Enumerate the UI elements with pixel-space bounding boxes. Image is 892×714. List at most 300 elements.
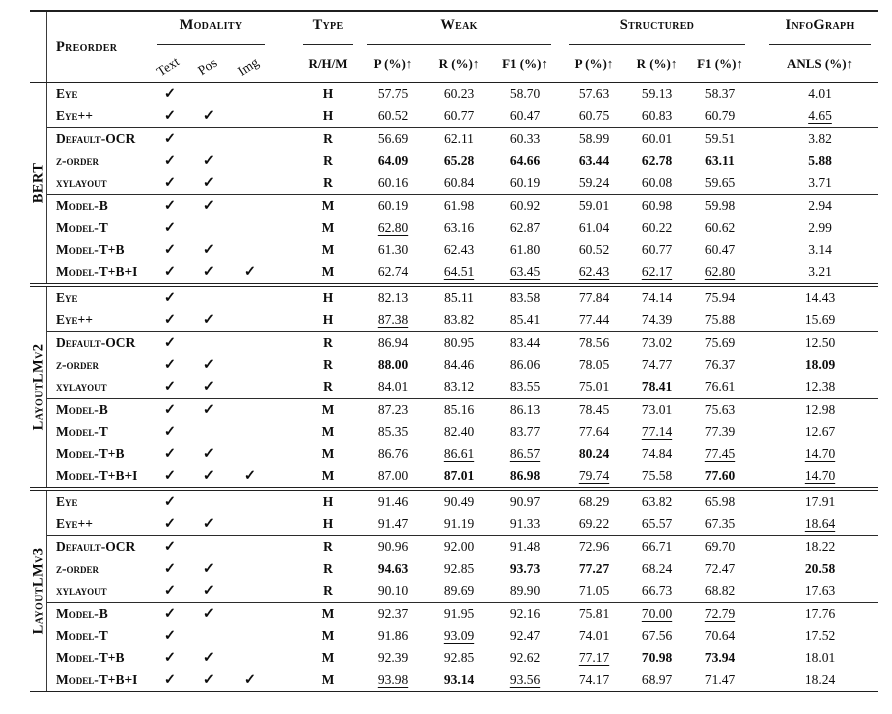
- metric-value: 17.52: [804, 628, 836, 643]
- weak-r-header: R (%)↑: [438, 56, 480, 71]
- modality-text-cell: [150, 536, 190, 558]
- model-section: [30, 491, 878, 691]
- weak-p-cell: [360, 217, 426, 239]
- modality-text-cell: [150, 128, 190, 150]
- weak-p-cell: [360, 421, 426, 443]
- structured-f1-cell: [688, 376, 752, 398]
- metric-value: 89.90: [509, 583, 541, 598]
- check-icon: ✓: [202, 198, 216, 214]
- check-icon: ✓: [163, 335, 177, 351]
- anls-cell: [762, 195, 878, 217]
- structured-f1-cell: [688, 669, 752, 691]
- table-row: [47, 443, 878, 465]
- weak-p-cell: [360, 603, 426, 625]
- weak-p-cell: [360, 172, 426, 194]
- table-row: [47, 669, 878, 691]
- header-group-row: [150, 12, 878, 45]
- metric-value: 87.01: [443, 468, 475, 483]
- metric-value: 89.69: [443, 583, 475, 598]
- metric-value: 80.95: [443, 335, 475, 350]
- check-icon: ✓: [163, 516, 177, 532]
- structured-r-cell: [626, 172, 688, 194]
- metric-value: 60.77: [443, 108, 475, 123]
- modality-text-cell: [150, 465, 190, 487]
- metric-value: 62.11: [444, 131, 474, 146]
- metric-value: 85.16: [443, 402, 475, 417]
- structured-r-cell: [626, 421, 688, 443]
- type-label: Type: [312, 17, 344, 33]
- metric-value: 80.24: [578, 446, 610, 461]
- check-icon: ✓: [163, 242, 177, 258]
- metric-value: 70.98: [641, 650, 673, 665]
- type-cell: [296, 83, 360, 105]
- weak-p-cell: [360, 309, 426, 331]
- anls-cell: [762, 399, 878, 421]
- metric-value: 60.19: [377, 198, 409, 213]
- metric-value: 65.28: [443, 153, 475, 168]
- structured-f1-cell: [688, 172, 752, 194]
- table-bottom-rule: [30, 691, 878, 692]
- metric-value: 83.82: [443, 312, 475, 327]
- weak-r-cell: [426, 647, 492, 669]
- img-column-header: Img: [234, 53, 262, 79]
- check-icon: ✓: [202, 357, 216, 373]
- weak-p-cell: [360, 465, 426, 487]
- structured-p-cell: [562, 150, 626, 172]
- row-label: Eye++: [56, 312, 93, 327]
- row-label: Default-OCR: [56, 131, 136, 146]
- modality-text-cell: [150, 603, 190, 625]
- weak-r-cell: [426, 558, 492, 580]
- model-section: [30, 287, 878, 487]
- modality-text-cell: [150, 172, 190, 194]
- metric-value: 69.70: [704, 539, 736, 554]
- anls-cell: [762, 83, 878, 105]
- modality-label: Modality: [179, 17, 243, 33]
- structured-r-header: R (%)↑: [636, 56, 678, 71]
- structured-f1-cell: [688, 239, 752, 261]
- weak-r-cell: [426, 150, 492, 172]
- check-icon: ✓: [163, 650, 177, 666]
- weak-r-cell: [426, 261, 492, 283]
- type-cell: [296, 443, 360, 465]
- metric-value: 66.73: [641, 583, 673, 598]
- structured-r-cell: [626, 287, 688, 309]
- modality-pos-cell: [190, 513, 228, 535]
- modality-pos-cell: [190, 399, 228, 421]
- metric-value: 77.39: [704, 424, 736, 439]
- metric-value: 20.58: [804, 561, 836, 576]
- type-value: R: [323, 379, 333, 394]
- type-value: H: [322, 108, 334, 123]
- metric-value: 85.35: [377, 424, 409, 439]
- metric-value: 94.63: [377, 561, 409, 576]
- metric-value: 68.29: [578, 494, 610, 509]
- type-cell: [296, 217, 360, 239]
- metric-value: 63.16: [443, 220, 475, 235]
- anls-cell: [762, 625, 878, 647]
- table-row: [47, 217, 878, 239]
- weak-f1-cell: [492, 83, 558, 105]
- anls-cell: [762, 332, 878, 354]
- metric-value: 60.84: [443, 175, 475, 190]
- metric-value: 62.17: [641, 264, 673, 279]
- structured-f1-cell: [688, 217, 752, 239]
- metric-value: 60.62: [704, 220, 736, 235]
- weak-p-cell: [360, 105, 426, 127]
- check-icon: ✓: [163, 153, 177, 169]
- table-row: [47, 513, 878, 535]
- weak-p-cell: [360, 647, 426, 669]
- table-row: [47, 309, 878, 331]
- weak-p-cell: [360, 354, 426, 376]
- modality-pos-cell: [190, 239, 228, 261]
- metric-value: 84.01: [377, 379, 409, 394]
- type-cell: [296, 399, 360, 421]
- anls-cell: [762, 128, 878, 150]
- metric-value: 18.22: [804, 539, 836, 554]
- structured-f1-cell: [688, 309, 752, 331]
- metric-value: 76.61: [704, 379, 736, 394]
- structured-p-cell: [562, 669, 626, 691]
- type-cell: [296, 536, 360, 558]
- modality-text-cell: [150, 105, 190, 127]
- row-label: z-order: [56, 561, 100, 576]
- weak-r-cell: [426, 128, 492, 150]
- type-value: R: [323, 561, 333, 576]
- metric-value: 77.27: [578, 561, 610, 576]
- weak-p-header: P (%)↑: [373, 56, 413, 71]
- structured-r-cell: [626, 128, 688, 150]
- metric-value: 83.58: [509, 290, 541, 305]
- table-row: [47, 128, 878, 150]
- structured-p-cell: [562, 491, 626, 513]
- metric-value: 93.09: [443, 628, 475, 643]
- structured-f1-header: F1 (%)↑: [697, 56, 743, 71]
- type-value: R: [323, 153, 333, 168]
- anls-column-header: ANLS (%)↑: [786, 56, 854, 71]
- metric-value: 18.24: [804, 672, 836, 687]
- metric-value: 14.70: [804, 446, 836, 461]
- modality-text-cell: [150, 239, 190, 261]
- metric-value: 65.98: [704, 494, 736, 509]
- metric-value: 72.79: [704, 606, 736, 621]
- modality-pos-cell: [190, 172, 228, 194]
- modality-pos-cell: [190, 150, 228, 172]
- model-section: [30, 83, 878, 283]
- weak-r-cell: [426, 513, 492, 535]
- anls-cell: [762, 150, 878, 172]
- structured-p-cell: [562, 261, 626, 283]
- weak-r-cell: [426, 309, 492, 331]
- metric-value: 59.51: [704, 131, 736, 146]
- weak-p-cell: [360, 513, 426, 535]
- structured-p-cell: [562, 443, 626, 465]
- check-icon: ✓: [163, 628, 177, 644]
- structured-f1-cell: [688, 580, 752, 602]
- metric-value: 70.64: [704, 628, 736, 643]
- metric-value: 92.47: [509, 628, 541, 643]
- weak-p-cell: [360, 443, 426, 465]
- structured-r-cell: [626, 669, 688, 691]
- metric-value: 61.98: [443, 198, 475, 213]
- weak-r-cell: [426, 669, 492, 691]
- metric-value: 4.65: [808, 108, 832, 123]
- model-group-label: BERT: [30, 162, 47, 204]
- check-icon: ✓: [163, 198, 177, 214]
- row-label: xylayout: [56, 175, 107, 190]
- metric-value: 78.56: [578, 335, 610, 350]
- weak-f1-cell: [492, 421, 558, 443]
- table-row: [47, 558, 878, 580]
- modality-text-cell: [150, 443, 190, 465]
- structured-r-cell: [626, 376, 688, 398]
- anls-cell: [762, 217, 878, 239]
- rhm-column-header: R/H/M: [308, 56, 348, 71]
- weak-group-header: [360, 12, 558, 45]
- metric-value: 14.43: [804, 290, 836, 305]
- pos-column-header: Pos: [195, 54, 220, 78]
- metric-value: 88.00: [377, 357, 409, 372]
- metric-value: 91.46: [377, 494, 409, 509]
- metric-value: 74.84: [641, 446, 673, 461]
- row-label: Model-T+B: [56, 242, 125, 257]
- metric-value: 77.84: [578, 290, 610, 305]
- type-value: H: [322, 516, 334, 531]
- metric-value: 87.23: [377, 402, 409, 417]
- weak-f1-cell: [492, 332, 558, 354]
- row-label: Default-OCR: [56, 335, 136, 350]
- metric-value: 83.12: [443, 379, 475, 394]
- type-cell: [296, 580, 360, 602]
- weak-r-cell: [426, 580, 492, 602]
- metric-value: 3.14: [808, 242, 832, 257]
- type-value: M: [321, 606, 335, 621]
- metric-value: 68.82: [704, 583, 736, 598]
- metric-value: 75.58: [641, 468, 673, 483]
- metric-value: 2.99: [808, 220, 832, 235]
- metric-value: 73.01: [641, 402, 673, 417]
- metric-value: 70.00: [641, 606, 673, 621]
- row-label: Model-T+B+I: [56, 672, 138, 687]
- weak-p-cell: [360, 491, 426, 513]
- metric-value: 61.80: [509, 242, 541, 257]
- weak-p-cell: [360, 287, 426, 309]
- type-cell: [296, 647, 360, 669]
- metric-value: 82.13: [377, 290, 409, 305]
- check-icon: ✓: [243, 468, 257, 484]
- row-label: Model-T+B: [56, 650, 125, 665]
- row-label: xylayout: [56, 379, 107, 394]
- type-cell: [296, 309, 360, 331]
- check-icon: ✓: [163, 357, 177, 373]
- check-icon: ✓: [163, 86, 177, 102]
- weak-r-cell: [426, 287, 492, 309]
- metric-value: 92.16: [509, 606, 541, 621]
- weak-r-cell: [426, 83, 492, 105]
- model-section-rows: [47, 287, 878, 487]
- weak-r-cell: [426, 443, 492, 465]
- check-icon: ✓: [163, 468, 177, 484]
- structured-p-cell: [562, 421, 626, 443]
- weak-p-cell: [360, 376, 426, 398]
- modality-text-cell: [150, 669, 190, 691]
- modality-text-cell: [150, 580, 190, 602]
- structured-p-cell: [562, 399, 626, 421]
- check-icon: ✓: [202, 468, 216, 484]
- weak-f1-cell: [492, 491, 558, 513]
- weak-f1-cell: [492, 558, 558, 580]
- metric-value: 90.49: [443, 494, 475, 509]
- metric-value: 65.57: [641, 516, 673, 531]
- structured-f1-cell: [688, 105, 752, 127]
- structured-r-cell: [626, 83, 688, 105]
- metric-value: 92.37: [377, 606, 409, 621]
- type-cell: [296, 465, 360, 487]
- check-icon: ✓: [163, 290, 177, 306]
- type-value: R: [323, 335, 333, 350]
- modality-pos-cell: [190, 309, 228, 331]
- modality-text-cell: [150, 399, 190, 421]
- type-cell: [296, 105, 360, 127]
- structured-p-cell: [562, 332, 626, 354]
- row-label: Model-B: [56, 402, 108, 417]
- table-row: [47, 105, 878, 127]
- anls-cell: [762, 465, 878, 487]
- structured-r-cell: [626, 465, 688, 487]
- check-icon: ✓: [163, 424, 177, 440]
- structured-r-cell: [626, 625, 688, 647]
- weak-f1-cell: [492, 513, 558, 535]
- weak-f1-header: F1 (%)↑: [502, 56, 548, 71]
- metric-value: 75.81: [578, 606, 610, 621]
- modality-pos-cell: [190, 105, 228, 127]
- weak-f1-cell: [492, 603, 558, 625]
- table-row: [47, 332, 878, 354]
- structured-f1-cell: [688, 625, 752, 647]
- weak-p-cell: [360, 558, 426, 580]
- structured-r-cell: [626, 261, 688, 283]
- weak-p-cell: [360, 332, 426, 354]
- metric-value: 60.47: [509, 108, 541, 123]
- table-row: [47, 376, 878, 398]
- metric-value: 69.22: [578, 516, 610, 531]
- structured-r-cell: [626, 309, 688, 331]
- type-value: R: [323, 175, 333, 190]
- structured-r-cell: [626, 150, 688, 172]
- row-label: Model-T: [56, 220, 108, 235]
- type-value: H: [322, 312, 334, 327]
- row-label: Model-T: [56, 424, 108, 439]
- structured-p-cell: [562, 558, 626, 580]
- metric-value: 86.13: [509, 402, 541, 417]
- weak-r-cell: [426, 332, 492, 354]
- modality-pos-cell: [190, 261, 228, 283]
- structured-f1-cell: [688, 150, 752, 172]
- type-value: M: [321, 650, 335, 665]
- anls-cell: [762, 354, 878, 376]
- structured-f1-cell: [688, 261, 752, 283]
- weak-f1-cell: [492, 536, 558, 558]
- weak-r-cell: [426, 625, 492, 647]
- modality-pos-cell: [190, 376, 228, 398]
- modality-pos-cell: [190, 647, 228, 669]
- metric-value: 61.30: [377, 242, 409, 257]
- metric-value: 60.92: [509, 198, 541, 213]
- check-icon: ✓: [163, 379, 177, 395]
- weak-f1-cell: [492, 669, 558, 691]
- metric-value: 74.01: [578, 628, 610, 643]
- table-body: [30, 83, 878, 691]
- weak-r-cell: [426, 239, 492, 261]
- metric-value: 60.22: [641, 220, 673, 235]
- table-row: [47, 239, 878, 261]
- metric-value: 83.55: [509, 379, 541, 394]
- model-column-header-spacer: [30, 12, 47, 82]
- metric-value: 72.96: [578, 539, 610, 554]
- table-row: [47, 83, 878, 105]
- weak-p-cell: [360, 150, 426, 172]
- metric-value: 76.37: [704, 357, 736, 372]
- metric-value: 59.01: [578, 198, 610, 213]
- metric-value: 12.38: [804, 379, 836, 394]
- anls-cell: [762, 647, 878, 669]
- metric-value: 60.77: [641, 242, 673, 257]
- check-icon: ✓: [163, 402, 177, 418]
- structured-f1-cell: [688, 491, 752, 513]
- type-value: H: [322, 86, 334, 101]
- metric-value: 62.43: [578, 264, 610, 279]
- structured-r-cell: [626, 536, 688, 558]
- structured-f1-cell: [688, 513, 752, 535]
- weak-f1-cell: [492, 261, 558, 283]
- modality-text-cell: [150, 513, 190, 535]
- structured-r-cell: [626, 217, 688, 239]
- weak-f1-cell: [492, 443, 558, 465]
- type-value: M: [321, 468, 335, 483]
- modality-text-cell: [150, 309, 190, 331]
- modality-pos-cell: [190, 558, 228, 580]
- modality-text-cell: [150, 558, 190, 580]
- metric-value: 64.09: [377, 153, 409, 168]
- structured-group-header: [562, 12, 752, 45]
- metric-value: 75.94: [704, 290, 736, 305]
- metric-value: 92.85: [443, 561, 475, 576]
- metric-value: 60.52: [578, 242, 610, 257]
- structured-r-cell: [626, 332, 688, 354]
- table-row: [47, 465, 878, 487]
- weak-p-cell: [360, 195, 426, 217]
- metric-value: 62.74: [377, 264, 409, 279]
- weak-f1-cell: [492, 354, 558, 376]
- metric-value: 91.48: [509, 539, 541, 554]
- model-label-cell: [30, 83, 47, 283]
- anls-cell: [762, 376, 878, 398]
- metric-value: 92.85: [443, 650, 475, 665]
- weak-r-cell: [426, 217, 492, 239]
- type-cell: [296, 625, 360, 647]
- anls-cell: [762, 491, 878, 513]
- structured-p-cell: [562, 309, 626, 331]
- modality-pos-cell: [190, 195, 228, 217]
- modality-pos-cell: [190, 443, 228, 465]
- modality-pos-cell: [190, 580, 228, 602]
- structured-p-cell: [562, 603, 626, 625]
- metric-value: 91.95: [443, 606, 475, 621]
- weak-r-cell: [426, 105, 492, 127]
- weak-r-cell: [426, 491, 492, 513]
- structured-r-cell: [626, 647, 688, 669]
